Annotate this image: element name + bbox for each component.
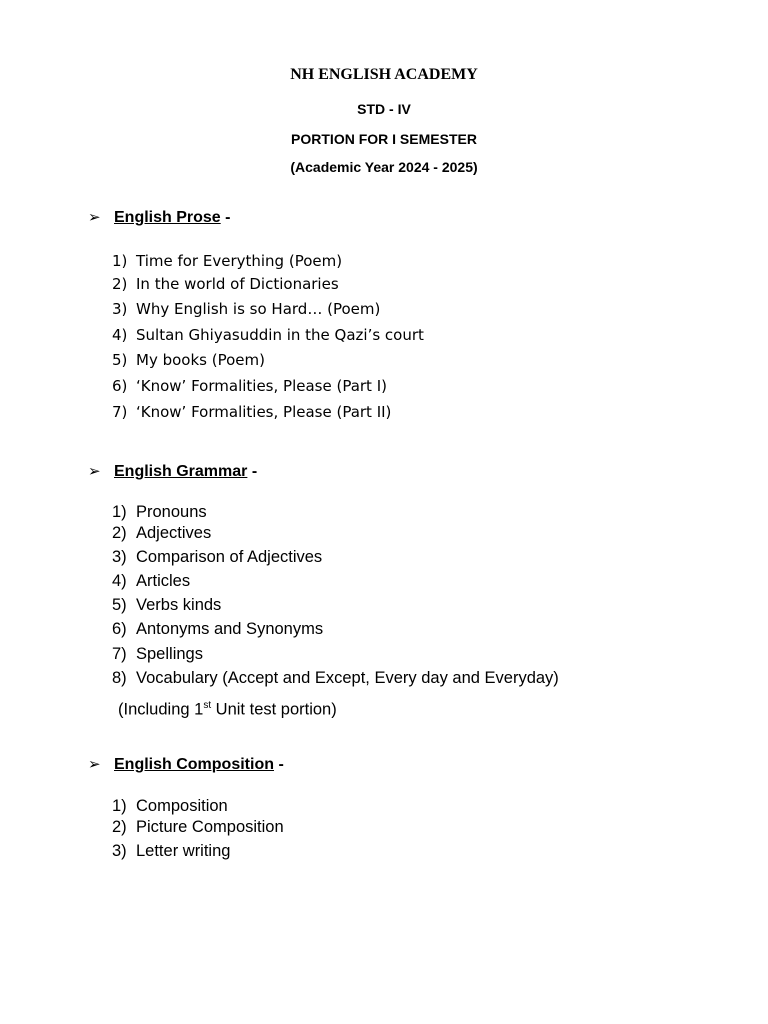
arrow-bullet-icon: ➢ [88, 756, 101, 773]
item-number: 3) [112, 300, 128, 318]
note-text-after: Unit test portion) [211, 700, 337, 719]
item-text: My books (Poem) [136, 351, 265, 369]
item-number: 1) [112, 252, 128, 270]
section-title: English Composition [114, 756, 274, 773]
item-text: Verbs kinds [136, 596, 222, 614]
list-item [112, 377, 387, 395]
list-item [112, 572, 190, 591]
item-text: Spellings [136, 645, 203, 663]
item-number: 4) [112, 572, 127, 590]
item-text: Vocabulary (Accept and Except, Every day and Everyday) [136, 669, 559, 687]
item-text: ‘Know’ Formalities, Please (Part I) [136, 377, 387, 395]
academy-title: NH ENGLISH ACADEMY [290, 66, 478, 83]
list-item [112, 503, 207, 522]
item-text: Articles [136, 572, 191, 590]
list-item [112, 797, 228, 816]
unit-test-note [118, 700, 337, 720]
item-number: 7) [112, 645, 127, 663]
section-dash: - [274, 756, 284, 773]
item-number: 6) [112, 620, 127, 638]
section-title: English Grammar [114, 463, 248, 480]
list-item [112, 596, 221, 615]
item-number: 1) [112, 503, 127, 521]
academic-year: (Academic Year 2024 - 2025) [290, 159, 478, 175]
item-number: 5) [112, 351, 128, 369]
item-text: In the world of Dictionaries [136, 275, 339, 293]
item-number: 5) [112, 596, 127, 614]
list-item [112, 252, 342, 270]
item-text: ‘Know’ Formalities, Please (Part II) [136, 403, 392, 421]
list-item [112, 669, 559, 688]
list-item [112, 351, 265, 369]
list-item [112, 524, 211, 543]
item-text: Picture Composition [136, 818, 284, 836]
list-item [112, 275, 339, 293]
item-text: Pronouns [136, 503, 207, 521]
list-item [112, 548, 322, 567]
item-text: Adjectives [136, 524, 212, 542]
note-superscript: st [203, 700, 212, 711]
list-item [112, 326, 424, 344]
portion-title: PORTION FOR I SEMESTER [291, 131, 477, 147]
section-heading-prose [88, 208, 230, 227]
item-number: 2) [112, 524, 127, 542]
section-dash: - [220, 209, 231, 226]
arrow-bullet-icon: ➢ [88, 463, 101, 480]
item-text: Sultan Ghiyasuddin in the Qazi’s court [136, 326, 424, 344]
list-item [112, 620, 323, 639]
item-text: Comparison of Adjectives [136, 548, 323, 566]
item-number: 4) [112, 326, 128, 344]
note-text-before: (Including 1 [118, 700, 204, 719]
arrow-bullet-icon: ➢ [88, 209, 101, 226]
list-item [112, 842, 230, 861]
list-item [112, 300, 380, 318]
item-number: 3) [112, 548, 127, 566]
list-item [112, 645, 203, 664]
item-text: Antonyms and Synonyms [136, 620, 324, 638]
item-text: Letter writing [136, 842, 231, 860]
standard-label: STD - IV [357, 101, 411, 117]
item-number: 8) [112, 669, 127, 687]
item-text: Why English is so Hard… (Poem) [136, 300, 381, 318]
item-number: 7) [112, 403, 128, 421]
list-item [112, 403, 391, 421]
list-item [112, 818, 284, 837]
item-number: 1) [112, 797, 127, 815]
section-dash: - [247, 463, 258, 480]
item-number: 3) [112, 842, 127, 860]
item-number: 2) [112, 275, 128, 293]
item-text: Composition [136, 797, 228, 815]
section-heading-composition [88, 755, 284, 774]
section-heading-grammar [88, 462, 257, 481]
section-title: English Prose [114, 209, 221, 226]
item-number: 2) [112, 818, 127, 836]
item-text: Time for Everything (Poem) [136, 252, 343, 270]
item-number: 6) [112, 377, 128, 395]
